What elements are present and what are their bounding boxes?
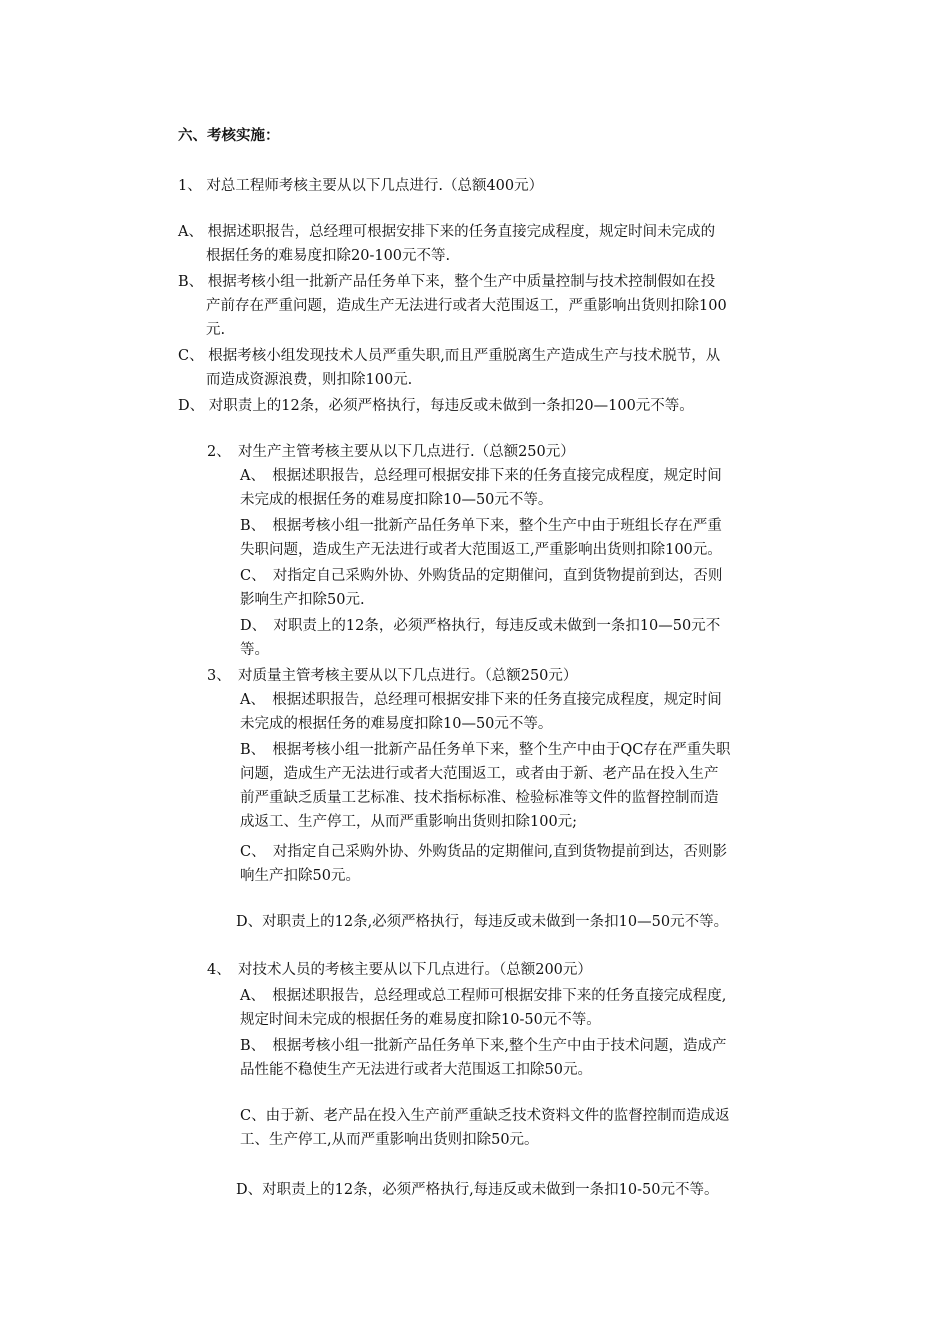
section-heading: 六、考核实施： — [178, 127, 280, 144]
s1-item-a-line-1: A、 根据述职报告，总经理可根据安排下来的任务直接完成程度，规定时间未完成的 — [178, 224, 716, 240]
s4-item-b-line-1: B、 根据考核小组一批新产品任务单下来,整个生产中由于技术问题，造成产 — [240, 1038, 727, 1054]
s2-item-d-line-2: 等。 — [240, 642, 269, 658]
s3-item-b-line-2: 问题，造成生产无法进行或者大范围返工，或者由于新、老产品在投入生产 — [240, 766, 719, 782]
s3-item-a-line-1: A、 根据述职报告，总经理可根据安排下来的任务直接完成程度，规定时间 — [240, 692, 722, 708]
s3-item-c-line-1: C、 对指定自己采购外协、外购货品的定期催问,直到货物提前到达，否则影 — [240, 844, 727, 860]
s2-item-a-line-1: A、 根据述职报告，总经理可根据安排下来的任务直接完成程度，规定时间 — [240, 468, 722, 484]
s1-item-b-line-1: B、 根据考核小组一批新产品任务单下来，整个生产中质量控制与技术控制假如在投 — [178, 274, 716, 290]
s3-item-b-line-3: 前严重缺乏质量工艺标准、技术指标标准、检验标准等文件的监督控制而造 — [240, 790, 719, 806]
s4-item-d-line-1: D、对职责上的12条，必须严格执行,每违反或未做到一条扣10-50元不等。 — [236, 1182, 719, 1198]
s4-item-a-line-1: A、 根据述职报告，总经理或总工程师可根据安排下来的任务直接完成程度, — [240, 988, 727, 1004]
section-3-title: 3、 对质量主管考核主要从以下几点进行。（总额250元） — [207, 668, 578, 684]
s4-item-b-line-2: 品性能不稳使生产无法进行或者大范围返工扣除50元。 — [240, 1062, 592, 1078]
s2-item-b-line-1: B、 根据考核小组一批新产品任务单下来，整个生产中由于班组长存在严重 — [240, 518, 722, 534]
s3-item-b-line-1: B、 根据考核小组一批新产品任务单下来，整个生产中由于QC存在严重失职 — [240, 742, 731, 758]
s1-item-b-line-2: 产前存在严重问题，造成生产无法进行或者大范围返工，严重影响出货则扣除100 — [206, 298, 727, 314]
s4-item-c-line-2: 工、生产停工,从而严重影响出货则扣除50元。 — [240, 1132, 539, 1148]
s2-item-c-line-1: C、 对指定自己采购外协、外购货品的定期催问，直到货物提前到达，否则 — [240, 568, 723, 584]
s1-item-a-line-2: 根据任务的难易度扣除20-100元不等. — [206, 248, 451, 264]
s2-item-c-line-2: 影响生产扣除50元. — [240, 592, 365, 608]
s4-item-a-line-2: 规定时间未完成的根据任务的难易度扣除10-50元不等。 — [240, 1012, 601, 1028]
s2-item-a-line-2: 未完成的根据任务的难易度扣除10—50元不等。 — [240, 492, 553, 508]
section-4-title: 4、 对技术人员的考核主要从以下几点进行。（总额200元） — [207, 962, 592, 978]
section-2-title: 2、 对生产主管考核主要从以下几点进行.（总额250元） — [207, 444, 575, 460]
s4-item-c-line-1: C、由于新、老产品在投入生产前严重缺乏技术资料文件的监督控制而造成返 — [240, 1108, 730, 1124]
section-1-title: 1、 对总工程师考核主要从以下几点进行.（总额400元） — [178, 178, 544, 194]
s1-item-c-line-2: 而造成资源浪费，则扣除100元. — [206, 372, 413, 388]
s2-item-b-line-2: 失职问题，造成生产无法进行或者大范围返工,严重影响出货则扣除100元。 — [240, 542, 722, 558]
s1-item-b-line-3: 元. — [206, 322, 226, 338]
s3-item-b-line-4: 成返工、生产停工，从而严重影响出货则扣除100元; — [240, 814, 578, 830]
s2-item-d-line-1: D、 对职责上的12条，必须严格执行，每违反或未做到一条扣10—50元不 — [240, 618, 721, 634]
s1-item-c-line-1: C、 根据考核小组发现技术人员严重失职,而且严重脱离生产造成生产与技术脱节，从 — [178, 348, 721, 364]
s3-item-a-line-2: 未完成的根据任务的难易度扣除10—50元不等。 — [240, 716, 553, 732]
s1-item-d-line-1: D、 对职责上的12条，必须严格执行，每违反或未做到一条扣20—100元不等。 — [178, 398, 694, 414]
s3-item-d-line-1: D、对职责上的12条,必须严格执行，每违反或未做到一条扣10—50元不等。 — [236, 914, 729, 930]
s3-item-c-line-2: 响生产扣除50元。 — [240, 868, 360, 884]
